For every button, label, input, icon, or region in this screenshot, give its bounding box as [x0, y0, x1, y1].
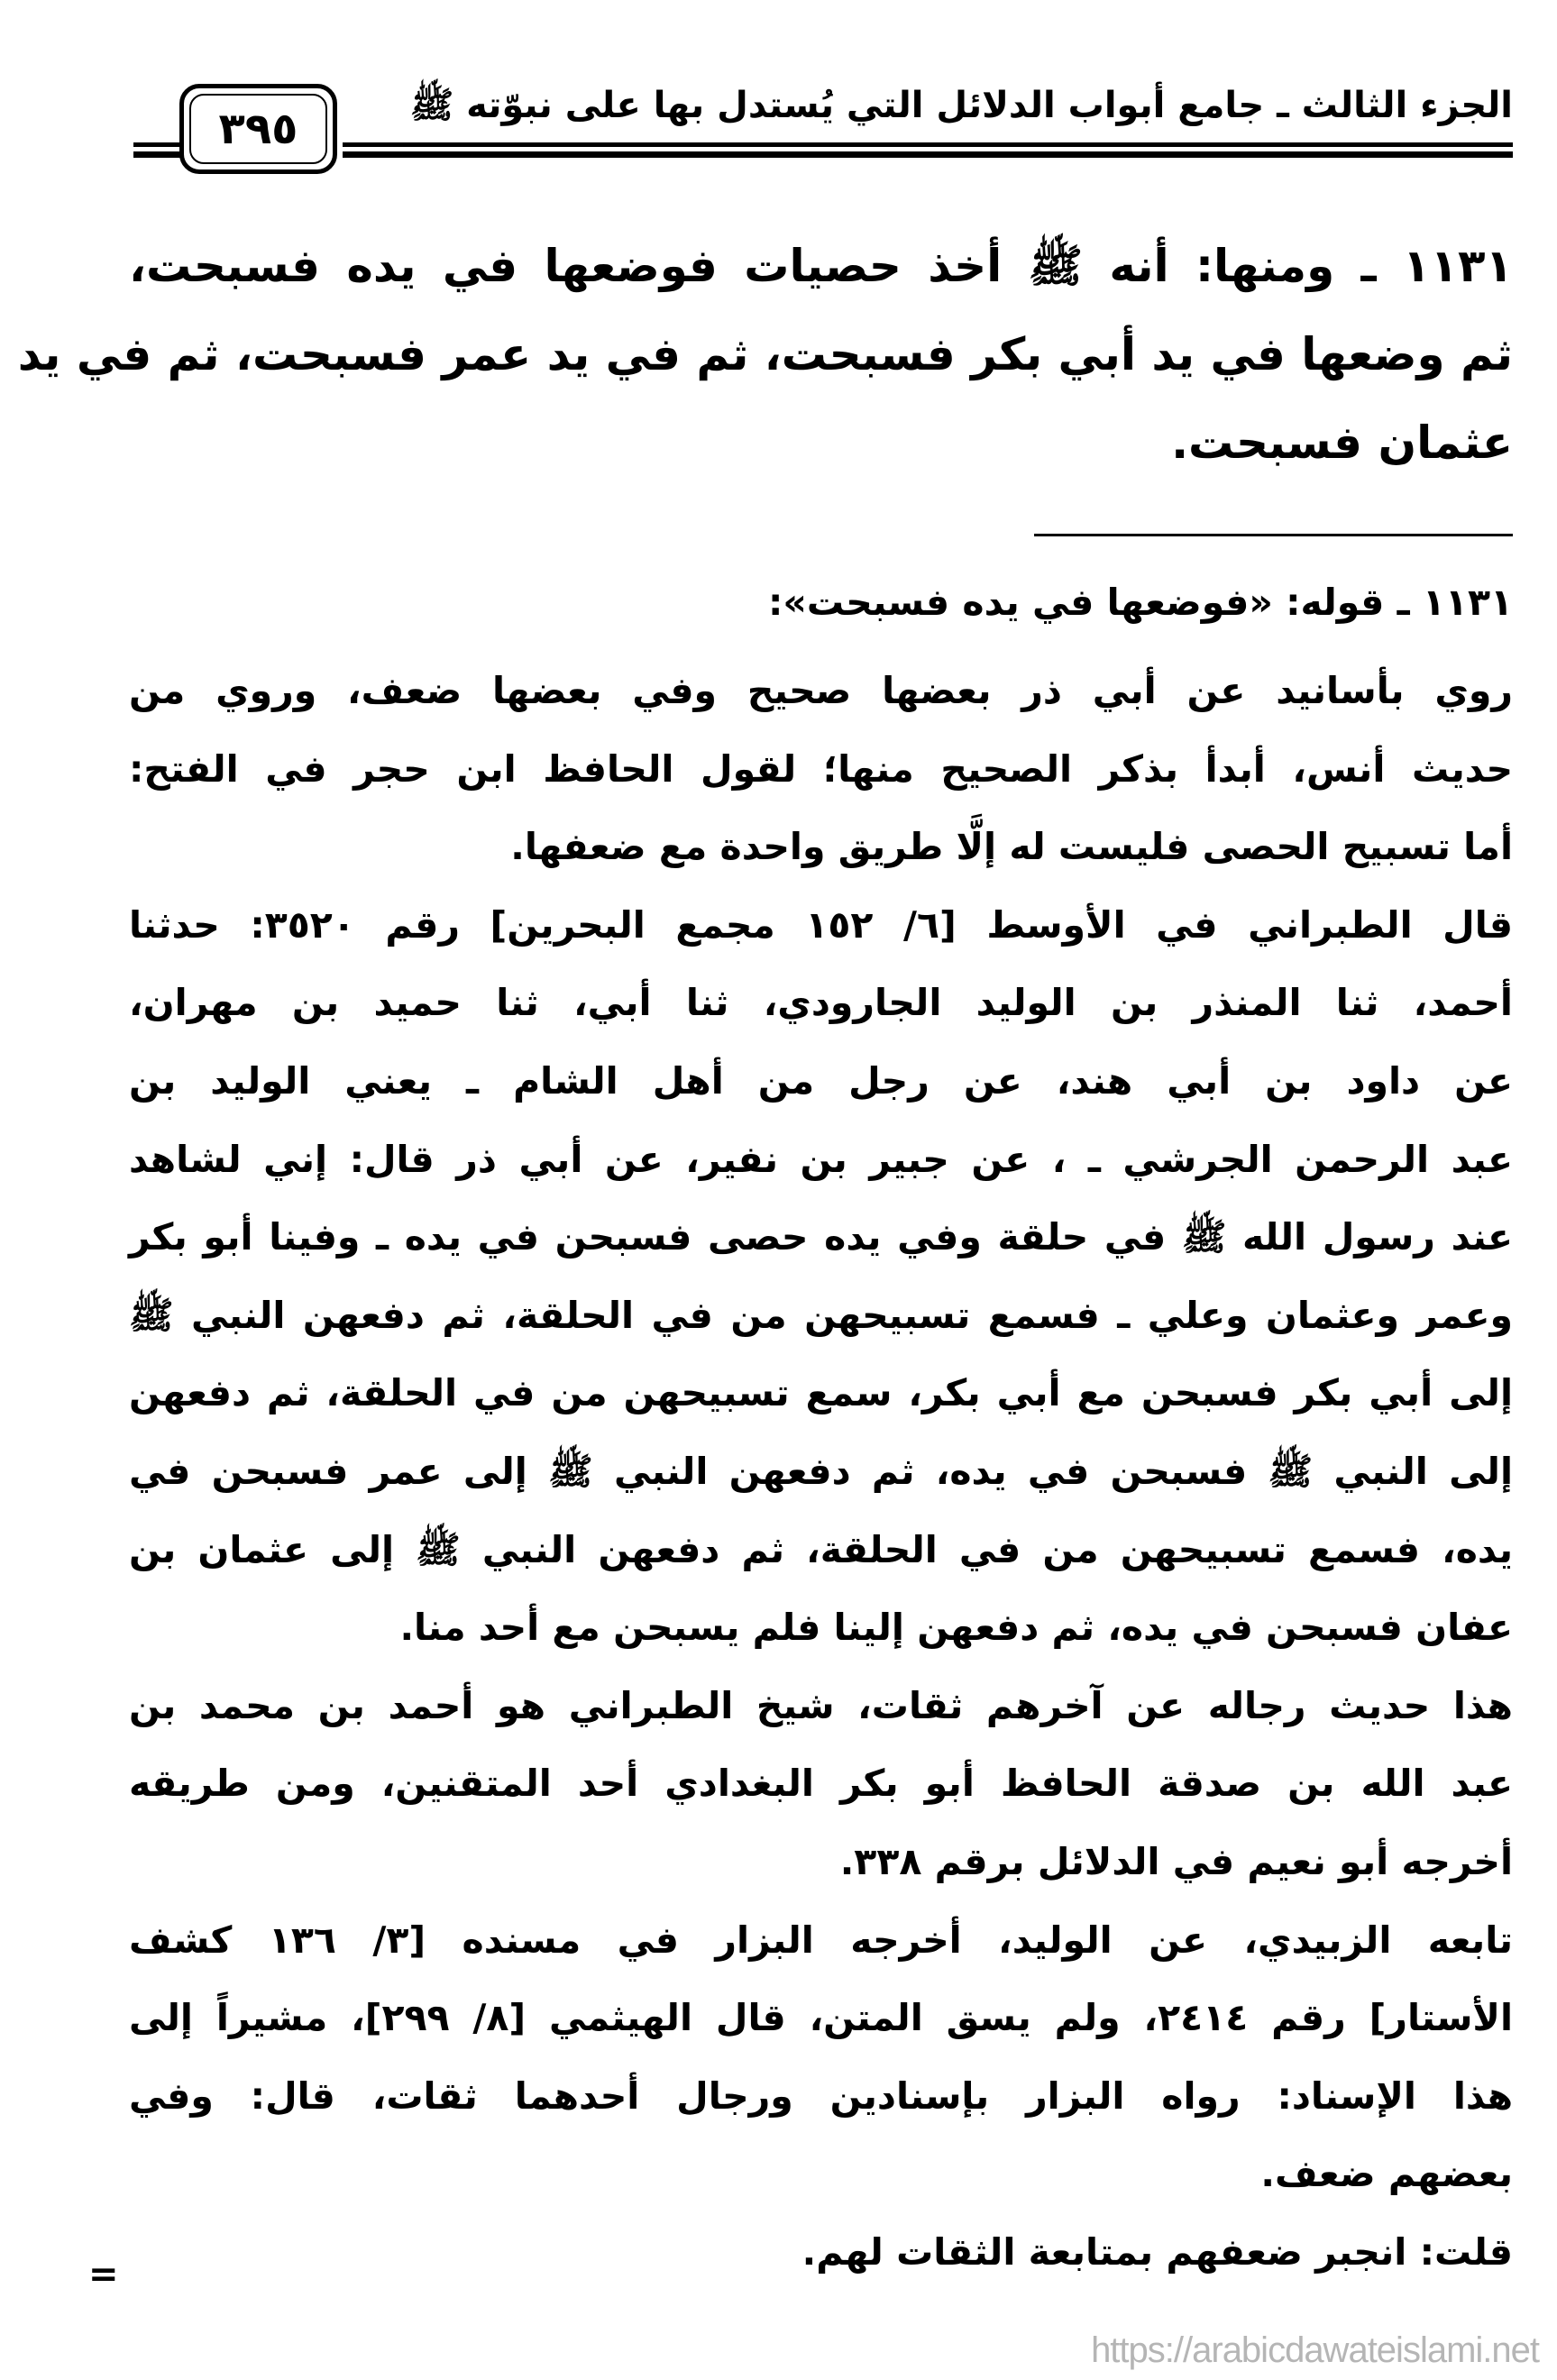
footnote-separator: [1034, 534, 1513, 536]
main-text-line: ثم وضعها في يد أبي بكر فسبحت، ثم في يد عمر فسبحت، ثم في يد: [17, 328, 1513, 380]
footnote-line: أما تسبيح الحصى فليست له إلَّا طريق واحدة مع ضعفها.: [510, 825, 1513, 868]
footnote-line: إلى النبي ﷺ فسبحن في يده، ثم دفعهن النبي ﷺ إلى عمر فسبحن في: [129, 1450, 1513, 1493]
header-rule-thin: [343, 142, 1513, 147]
footnote-line: هذا الإسناد: رواه البزار بإسنادين ورجال أحدهما ثقات، قال: وفي: [129, 2074, 1513, 2118]
footnote-heading: ١١٣١ ـ قوله: «فوضعها في يده فسبحت»:: [768, 581, 1513, 624]
header-rule-left-thin: [133, 142, 183, 147]
footnote-line: تابعه الزبيدي، عن الوليد، أخرجه البزار في مسنده [٣/ ١٣٦ كشف: [129, 1918, 1513, 1962]
footnote-line: عن داود بن أبي هند، عن رجل من أهل الشام ـ يعني الوليد بن: [129, 1059, 1513, 1103]
header-rule-thick: [343, 151, 1513, 158]
footnote-line: عند رسول الله ﷺ في حلقة وفي يده حصى فسبحن في يده ـ وفينا أبو بكر: [129, 1215, 1513, 1259]
footnote-line: بعضهم ضعف.: [1260, 2152, 1513, 2195]
running-title: الجزء الثالث ـ جامع أبواب الدلائل التي يُستدل بها على نبوّته ﷺ: [409, 85, 1513, 126]
footnote-line: الأستار] رقم ٢٤١٤، ولم يسق المتن، قال الهيثمي [٨/ ٢٩٩]، مشيراً إلى: [129, 1996, 1513, 2039]
continuation-mark: =: [88, 2254, 119, 2295]
footnote-line: قلت: انجبر ضعفهم بمتابعة الثقات لهم.: [801, 2230, 1513, 2274]
footnote-line: عبد الرحمن الجرشي ـ ، عن جبير بن نفير، عن أبي ذر قال: إني لشاهد: [129, 1138, 1513, 1181]
page-number: ٣٩٥: [189, 94, 327, 164]
footnote-line: وعمر وعثمان وعلي ـ فسمع تسبيحهن من في الحلقة، ثم دفعهن النبي ﷺ: [129, 1294, 1513, 1337]
footnote-line: روي بأسانيد عن أبي ذر بعضها صحيح وفي بعضها ضعف، وروي من: [129, 669, 1513, 712]
main-text-line: عثمان فسبحت.: [1171, 416, 1513, 469]
header-rule-left-thick: [133, 151, 183, 158]
footnote-line: إلى أبي بكر فسبحن مع أبي بكر، سمع تسبيحهن من في الحلقة، ثم دفعهن: [129, 1371, 1513, 1414]
footnote-line: قال الطبراني في الأوسط [٦/ ١٥٢ مجمع البحرين] رقم ٣٥٢٠: حدثنا: [129, 903, 1514, 947]
footnote-line: أحمد، ثنا المنذر بن الوليد الجارودي، ثنا أبي، ثنا حميد بن مهران،: [129, 981, 1513, 1024]
footnote-line: عفان فسبحن في يده، ثم دفعهن إلينا فلم يسبحن مع أحد منا.: [399, 1606, 1513, 1649]
footnote-line: هذا حديث رجاله عن آخرهم ثقات، شيخ الطبراني هو أحمد بن محمد بن: [129, 1684, 1513, 1727]
footnote-line: عبد الله بن صدقة الحافظ أبو بكر البغدادي أحد المتقنين، ومن طريقه: [129, 1762, 1513, 1805]
page-number-frame: [179, 84, 337, 174]
footnote-line: حديث أنس، أبدأ بذكر الصحيح منها؛ لقول الحافظ ابن حجر في الفتح:: [129, 747, 1513, 791]
watermark-url: https://arabicdawateislami.net: [1091, 2330, 1539, 2370]
main-text-line: ١١٣١ ـ ومنها: أنه ﷺ أخذ حصيات فوضعها في يده فسبحت،: [129, 240, 1513, 292]
footnote-line: يده، فسمع تسبيحهن من في الحلقة، ثم دفعهن النبي ﷺ إلى عثمان بن: [129, 1528, 1513, 1571]
footnote-line: أخرجه أبو نعيم في الدلائل برقم ٣٣٨.: [839, 1840, 1513, 1883]
